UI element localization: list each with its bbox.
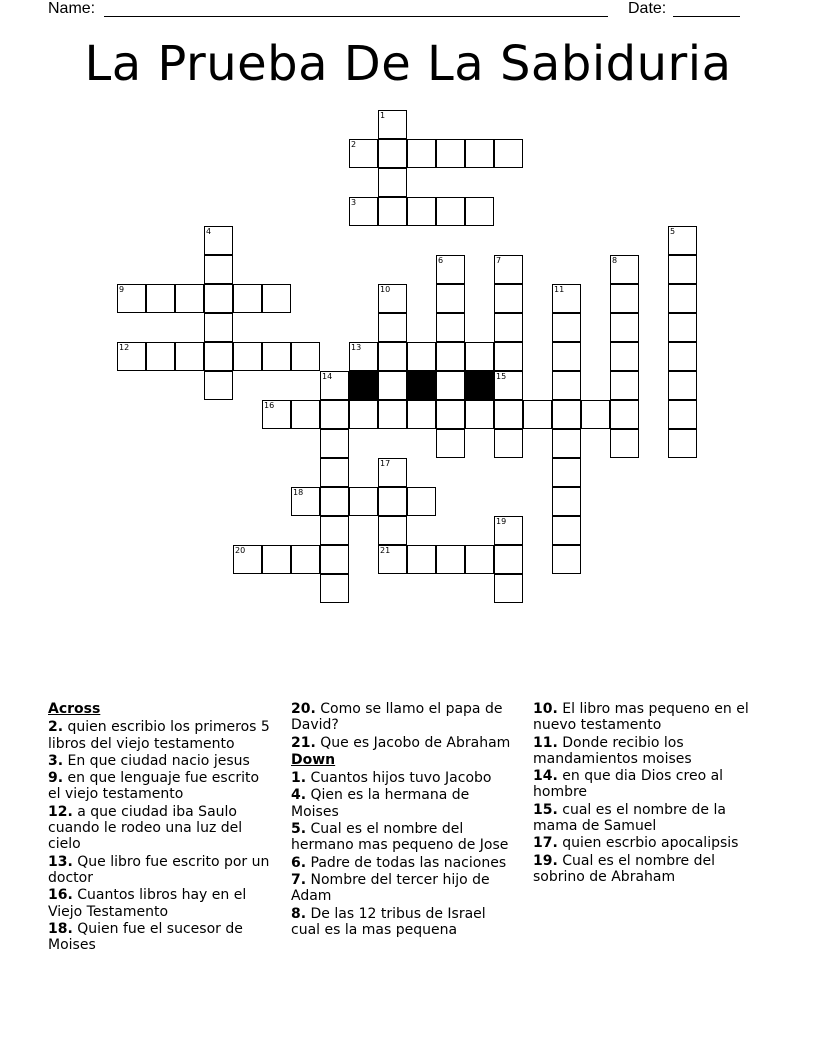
- clue-number: 11: [554, 285, 565, 294]
- grid-cell[interactable]: [668, 400, 697, 429]
- clue-number: 4.: [291, 787, 307, 804]
- black-square: [349, 371, 378, 400]
- clue-text: quien escribio los primeros 5 libros del viejo testamento: [48, 719, 270, 752]
- clue-number: 17: [380, 459, 391, 468]
- clue-number: 14.: [533, 768, 558, 785]
- across-heading: Across: [48, 701, 101, 717]
- grid-cell[interactable]: [233, 284, 262, 313]
- grid-cell[interactable]: [262, 342, 291, 371]
- grid-cell[interactable]: [494, 313, 523, 342]
- clue-text: El libro mas pequeno en el nuevo testamento: [533, 701, 749, 734]
- grid-cell[interactable]: [552, 429, 581, 458]
- clue-number: 6: [438, 256, 444, 265]
- grid-cell[interactable]: [465, 545, 494, 574]
- grid-cell[interactable]: [436, 255, 465, 284]
- clue-number: 15: [496, 372, 507, 381]
- grid-cell[interactable]: [552, 313, 581, 342]
- down-clue: [533, 835, 768, 851]
- grid-cell[interactable]: [436, 545, 465, 574]
- grid-cell[interactable]: [378, 284, 407, 313]
- grid-cell[interactable]: [320, 487, 349, 516]
- clue-number: 10: [380, 285, 391, 294]
- grid-cell[interactable]: [320, 400, 349, 429]
- black-square: [407, 371, 436, 400]
- grid-cell[interactable]: [117, 342, 146, 371]
- grid-cell[interactable]: [378, 371, 407, 400]
- grid-cell[interactable]: [320, 574, 349, 603]
- clue-number: 3: [351, 198, 357, 207]
- clue-column-3: [533, 701, 768, 886]
- grid-cell[interactable]: [233, 545, 262, 574]
- across-clue: [291, 701, 519, 734]
- clue-number: 20.: [291, 701, 316, 717]
- grid-cell[interactable]: [291, 400, 320, 429]
- grid-cell[interactable]: [146, 284, 175, 313]
- grid-cell[interactable]: [668, 342, 697, 371]
- grid-cell[interactable]: [378, 487, 407, 516]
- grid-cell[interactable]: [610, 371, 639, 400]
- grid-cell[interactable]: [465, 139, 494, 168]
- clue-text: a que ciudad iba Saulo cuando le rodeo una luz del cielo: [48, 803, 243, 853]
- grid-cell[interactable]: [204, 342, 233, 371]
- name-label: Name:: [48, 0, 96, 17]
- grid-cell[interactable]: [175, 342, 204, 371]
- down-clue: [533, 768, 768, 801]
- clue-number: 12: [119, 343, 130, 352]
- grid-cell[interactable]: [494, 139, 523, 168]
- down-clue: [291, 906, 519, 939]
- clue-number: 1.: [291, 770, 307, 787]
- grid-cell[interactable]: [610, 284, 639, 313]
- grid-cell[interactable]: [552, 371, 581, 400]
- grid-cell[interactable]: [204, 313, 233, 342]
- clue-text: quien escrbio apocalipsis: [562, 835, 739, 852]
- grid-cell[interactable]: [668, 226, 697, 255]
- clue-text: Cuantos hijos tuvo Jacobo: [310, 770, 492, 787]
- grid-cell[interactable]: [552, 545, 581, 574]
- across-clue: [48, 804, 276, 853]
- grid-cell[interactable]: [320, 545, 349, 574]
- grid-cell[interactable]: [407, 487, 436, 516]
- grid-cell[interactable]: [378, 139, 407, 168]
- grid-cell[interactable]: [378, 545, 407, 574]
- grid-cell[interactable]: [668, 313, 697, 342]
- clue-number: 9: [119, 285, 125, 294]
- grid-cell[interactable]: [349, 139, 378, 168]
- grid-cell[interactable]: [494, 342, 523, 371]
- clue-text: en que dia Dios creo al hombre: [533, 768, 724, 801]
- grid-cell[interactable]: [436, 400, 465, 429]
- down-clue: [291, 872, 519, 905]
- grid-cell[interactable]: [204, 284, 233, 313]
- grid-cell[interactable]: [204, 371, 233, 400]
- grid-cell[interactable]: [436, 139, 465, 168]
- clue-number: 8: [612, 256, 618, 265]
- grid-cell[interactable]: [291, 545, 320, 574]
- grid-cell[interactable]: [465, 342, 494, 371]
- grid-cell[interactable]: [175, 284, 204, 313]
- grid-cell[interactable]: [494, 429, 523, 458]
- puzzle-title: La Prueba De La Sabiduria: [84, 36, 732, 92]
- clue-text: Como se llamo el papa de David?: [291, 701, 503, 734]
- grid-cell[interactable]: [494, 545, 523, 574]
- clue-text: Qien es la hermana de Moises: [291, 787, 470, 820]
- clue-number: 20: [235, 546, 246, 555]
- grid-cell[interactable]: [146, 342, 175, 371]
- grid-cell[interactable]: [378, 197, 407, 226]
- grid-cell[interactable]: [436, 371, 465, 400]
- across-clue: [291, 735, 519, 751]
- grid-cell[interactable]: [436, 313, 465, 342]
- grid-cell[interactable]: [610, 342, 639, 371]
- clue-text: Nombre del tercer hijo de Adam: [291, 871, 490, 905]
- grid-cell[interactable]: [668, 284, 697, 313]
- down-clue: [291, 855, 519, 871]
- clue-number: 18.: [48, 920, 73, 937]
- grid-cell[interactable]: [610, 429, 639, 458]
- down-clue: [533, 701, 768, 734]
- grid-cell[interactable]: [233, 342, 262, 371]
- clue-text: Que es Jacobo de Abraham: [320, 734, 511, 751]
- grid-cell[interactable]: [465, 197, 494, 226]
- across-clue: [48, 887, 276, 920]
- grid-cell[interactable]: [320, 371, 349, 400]
- grid-cell[interactable]: [494, 255, 523, 284]
- clue-text: En que ciudad nacio jesus: [67, 752, 250, 769]
- grid-cell[interactable]: [494, 400, 523, 429]
- grid-cell[interactable]: [349, 487, 378, 516]
- clue-column-1: [48, 701, 276, 954]
- clue-number: 7.: [291, 871, 307, 888]
- clue-text: Padre de todas las naciones: [310, 854, 507, 871]
- grid-cell[interactable]: [494, 371, 523, 400]
- clue-number: 14: [322, 372, 333, 381]
- clue-number: 13.: [48, 853, 73, 870]
- grid-cell[interactable]: [610, 255, 639, 284]
- grid-cell[interactable]: [407, 400, 436, 429]
- grid-cell[interactable]: [552, 458, 581, 487]
- clue-number: 19.: [533, 852, 558, 869]
- down-heading: Down: [291, 751, 336, 768]
- clue-text: De las 12 tribus de Israel cual es la mas pequena: [291, 905, 486, 938]
- grid-cell[interactable]: [291, 342, 320, 371]
- grid-cell[interactable]: [668, 255, 697, 284]
- clue-number: 16.: [48, 887, 73, 904]
- grid-cell[interactable]: [494, 574, 523, 603]
- clue-number: 5.: [291, 821, 307, 838]
- down-clue: [533, 735, 768, 768]
- grid-cell[interactable]: [262, 284, 291, 313]
- grid-cell[interactable]: [349, 400, 378, 429]
- clue-number: 21.: [291, 734, 316, 751]
- clue-number: 2: [351, 140, 357, 149]
- clue-number: 13: [351, 343, 362, 352]
- date-label: Date:: [628, 0, 667, 17]
- grid-cell[interactable]: [494, 284, 523, 313]
- grid-cell[interactable]: [349, 342, 378, 371]
- grid-cell[interactable]: [407, 545, 436, 574]
- down-clue: [291, 770, 519, 786]
- grid-cell[interactable]: [581, 400, 610, 429]
- grid-cell[interactable]: [378, 400, 407, 429]
- grid-cell[interactable]: [552, 284, 581, 313]
- grid-cell[interactable]: [523, 400, 552, 429]
- grid-cell[interactable]: [378, 342, 407, 371]
- clue-number: 15.: [533, 801, 558, 818]
- grid-cell[interactable]: [552, 342, 581, 371]
- clue-number: 8.: [291, 905, 307, 922]
- clue-text: en que lenguaje fue escrito el viejo testamento: [48, 770, 260, 803]
- down-clue: [291, 821, 519, 854]
- across-clue: [48, 921, 276, 954]
- clue-number: 12.: [48, 803, 73, 820]
- grid-cell[interactable]: [262, 545, 291, 574]
- grid-cell[interactable]: [320, 429, 349, 458]
- grid-cell[interactable]: [349, 197, 378, 226]
- across-clue: [48, 770, 276, 803]
- across-clue: [48, 854, 276, 887]
- grid-cell[interactable]: [378, 168, 407, 197]
- grid-cell[interactable]: [320, 458, 349, 487]
- clue-text: Cuantos libros hay en el Viejo Testamento: [48, 887, 247, 920]
- clue-number: 6.: [291, 854, 307, 871]
- clue-number: 2.: [48, 719, 64, 736]
- grid-cell[interactable]: [552, 516, 581, 545]
- clue-number: 1: [380, 111, 386, 120]
- grid-cell[interactable]: [552, 487, 581, 516]
- grid-cell[interactable]: [117, 284, 146, 313]
- clue-text: Cual es el nombre del hermano mas pequeno de Jose: [291, 821, 509, 854]
- clue-text: Quien fue el sucesor de Moises: [48, 920, 243, 954]
- across-clue: [48, 719, 276, 752]
- grid-cell[interactable]: [494, 516, 523, 545]
- clue-column-2: [291, 701, 519, 939]
- grid-cell[interactable]: [610, 313, 639, 342]
- grid-cell[interactable]: [668, 371, 697, 400]
- clue-number: 11.: [533, 734, 558, 751]
- grid-cell[interactable]: [436, 429, 465, 458]
- grid-cell[interactable]: [378, 110, 407, 139]
- clue-number: 18: [293, 488, 304, 497]
- grid-cell[interactable]: [610, 400, 639, 429]
- across-clue: [48, 753, 276, 769]
- clue-number: 17.: [533, 835, 558, 852]
- grid-cell[interactable]: [378, 458, 407, 487]
- clue-text: cual es el nombre de la mama de Samuel: [533, 801, 726, 835]
- clue-number: 19: [496, 517, 507, 526]
- down-clue: [291, 787, 519, 820]
- grid-cell[interactable]: [407, 342, 436, 371]
- grid-cell[interactable]: [407, 139, 436, 168]
- clue-text: Cual es el nombre del sobrino de Abraham: [533, 852, 716, 885]
- down-clue: [533, 802, 768, 835]
- grid-cell[interactable]: [378, 516, 407, 545]
- grid-cell[interactable]: [291, 487, 320, 516]
- grid-cell[interactable]: [407, 197, 436, 226]
- down-clue: [533, 853, 768, 886]
- grid-cell[interactable]: [378, 313, 407, 342]
- clue-number: 4: [206, 227, 212, 236]
- grid-cell[interactable]: [262, 400, 291, 429]
- grid-cell[interactable]: [552, 400, 581, 429]
- grid-cell[interactable]: [668, 429, 697, 458]
- grid-cell[interactable]: [204, 226, 233, 255]
- grid-cell[interactable]: [320, 516, 349, 545]
- clue-number: 7: [496, 256, 502, 265]
- clue-number: 3.: [48, 752, 64, 769]
- grid-cell[interactable]: [436, 197, 465, 226]
- clue-number: 10.: [533, 701, 558, 717]
- clue-text: Donde recibio los mandamientos moises: [533, 734, 692, 767]
- grid-cell[interactable]: [436, 342, 465, 371]
- black-square: [465, 371, 494, 400]
- clue-number: 5: [670, 227, 676, 236]
- clue-text: Que libro fue escrito por un doctor: [48, 853, 270, 886]
- clue-number: 16: [264, 401, 275, 410]
- grid-cell[interactable]: [465, 400, 494, 429]
- grid-cell[interactable]: [436, 284, 465, 313]
- clue-number: 21: [380, 546, 391, 555]
- grid-cell[interactable]: [204, 255, 233, 284]
- clue-number: 9.: [48, 770, 64, 787]
